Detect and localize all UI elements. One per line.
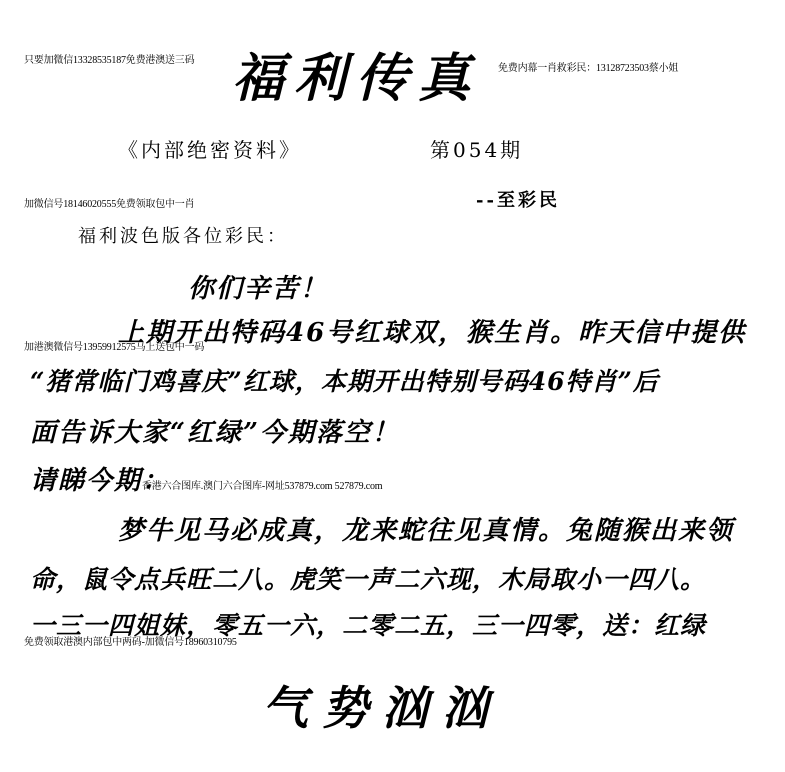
paragraph1-line1: 上期开出特码46号红球双，猴生肖。昨天信中提供 — [118, 318, 747, 348]
ad-line-2: 加微信号18146020555免费领取包中一肖 — [24, 199, 195, 210]
ad-left: 只要加微信13328535187免费港澳送三码 — [24, 55, 195, 66]
request-line: 请睇今期： — [30, 466, 171, 496]
paragraph2-line1: 梦牛见马必成真，龙来蛇往见真情。兔随猴出来领 — [118, 516, 735, 546]
greeting: 你们辛苦！ — [188, 274, 329, 304]
paragraph1-line3: 面告诉大家“红绿”今期落空！ — [30, 418, 400, 448]
page-title: 福利传真 — [232, 48, 481, 109]
paragraph1-line2: “猪常临门鸡喜庆”红球，本期开出特别号码46特肖”后 — [30, 367, 659, 396]
paragraph2-line2: 命，鼠令点兵旺二八。虎笑一声二六现，木局取小一四八。 — [30, 565, 707, 594]
footer-slogan: 气势汹汹 — [262, 681, 502, 735]
watermark: 香港六合图库.澳门六合图库-网址537879.com 527879.com — [142, 481, 383, 492]
ad-right: 免费内幕一肖救彩民：13128723503蔡小姐 — [498, 63, 679, 74]
signature: --至彩民 — [476, 190, 560, 211]
ad-line-4: 免费领取港澳内部包中两码-加微信号18960310795 — [24, 637, 237, 648]
paragraph2-line3: 一三一四姐妹，零五一六，二零二五，三一四零，送：红绿 — [30, 611, 707, 640]
salutation: 福利波色版各位彩民： — [78, 226, 288, 247]
secret-label: 《内部绝密资料》 — [118, 138, 302, 162]
issue-number: 第054期 — [430, 138, 524, 162]
ad-line-3: 加港澳微信号13959912575马上送包中一码 — [24, 342, 205, 353]
